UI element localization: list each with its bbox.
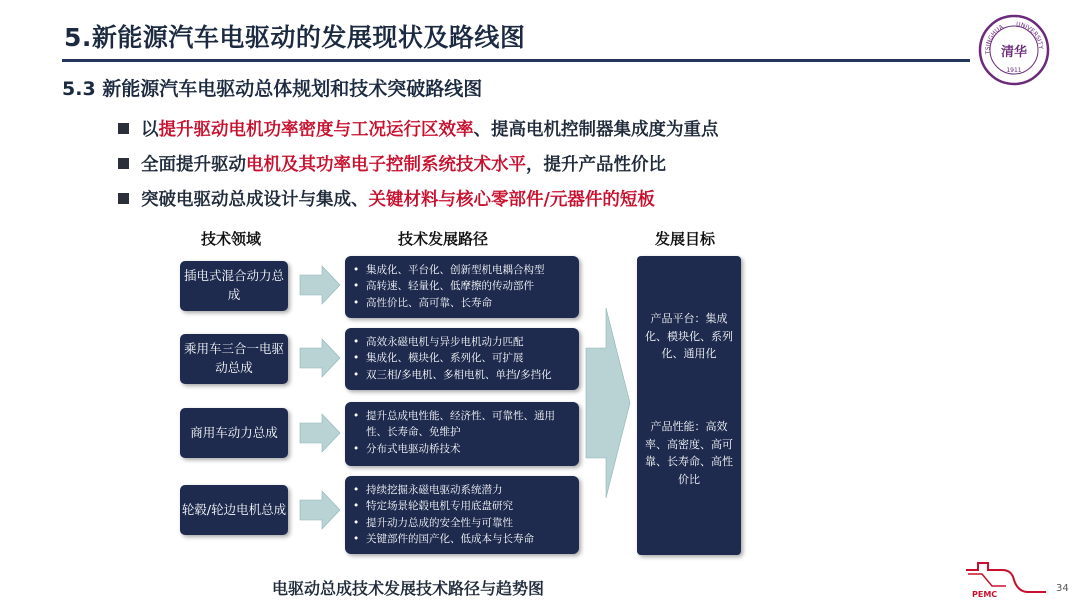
column-head-path: 技术发展路径 — [398, 230, 489, 248]
bullet-3-highlight: 关键材料与核心零部件/元器件的短板 — [368, 190, 655, 210]
arrow-right-icon — [300, 414, 340, 452]
path-box-passenger — [345, 328, 579, 390]
bullet-3 — [118, 186, 655, 211]
arrow-right-icon — [300, 339, 340, 377]
column-head-goal: 发展目标 — [655, 230, 716, 248]
path-item: • 双三相/多电机、多相电机、单挡/多挡化 — [353, 367, 571, 383]
path-item: • 高性价比、高可靠、长寿命 — [353, 295, 571, 311]
arrow-right-icon — [300, 266, 340, 304]
title-divider — [62, 59, 970, 62]
bullet-3-pre: 突破电驱动总成设计与集成、 — [141, 190, 369, 210]
domain-label: 乘用车三合一电驱动总成 — [183, 341, 284, 375]
path-item: • 提升总成电性能、经济性、可靠性、通用性、长寿命、免维护 — [353, 408, 571, 441]
arrow-right-icon — [300, 491, 340, 529]
path-item: • 持续挖掘永磁电驱动系统潜力 — [353, 482, 571, 498]
big-arrow-right-icon — [586, 308, 630, 498]
column-head-domain: 技术领域 — [201, 230, 262, 248]
figure-caption: 电驱动总成技术发展技术路径与趋势图 — [272, 579, 545, 598]
pemc-logo — [962, 560, 1052, 600]
bullet-2-highlight: 电机及其功率电子控制系统技术水平 — [246, 155, 526, 175]
goal-performance: 产品性能：高效率、高密度、高可靠、长寿命、高性价比 — [645, 420, 733, 486]
bullet-1-post: 、提高电机控制器集成度为重点 — [473, 120, 719, 140]
bullet-1-highlight: 提升驱动电机功率密度与工况运行区效率 — [158, 120, 474, 140]
bullet-1-pre: 以 — [141, 120, 159, 140]
domain-box-phev — [180, 261, 288, 311]
bullet-square-icon — [118, 158, 129, 169]
pemc-text: PEMC — [972, 590, 998, 599]
domain-box-hub-motor — [180, 485, 288, 535]
goal-platform: 产品平台：集成化、模块化、系列化、通用化 — [645, 312, 733, 361]
path-item: • 特定场景轮毂电机专用底盘研究 — [353, 498, 571, 514]
goal-box — [637, 256, 741, 555]
section-subtitle: 5.3 新能源汽车电驱动总体规划和技术突破路线图 — [62, 78, 483, 100]
path-box-phev — [345, 256, 579, 318]
bullet-2-pre: 全面提升驱动 — [141, 155, 246, 175]
path-item: • 集成化、平台化、创新型机电耦合构型 — [353, 262, 571, 278]
bullet-square-icon — [118, 193, 129, 204]
slide-title: 5.新能源汽车电驱动的发展现状及路线图 — [64, 23, 526, 52]
path-item: • 关键部件的国产化、低成本与长寿命 — [353, 531, 571, 547]
bullet-square-icon — [118, 123, 129, 134]
domain-box-commercial — [180, 408, 288, 458]
domain-box-passenger — [180, 334, 288, 384]
path-box-commercial — [345, 402, 579, 466]
bullet-2 — [118, 151, 666, 176]
path-item: • 高转速、轻量化、低摩擦的传动部件 — [353, 278, 571, 294]
domain-label: 插电式混合动力总成 — [183, 268, 284, 302]
path-item: • 集成化、模块化、系列化、可扩展 — [353, 350, 571, 366]
logo-text-right: UNIVERSITY — [1015, 20, 1045, 50]
path-box-hub-motor — [345, 476, 579, 554]
bullet-1 — [118, 116, 719, 141]
logo-center: 清华 — [1000, 45, 1028, 60]
tsinghua-logo — [978, 14, 1050, 86]
path-item: • 分布式电驱动桥技术 — [353, 441, 571, 457]
page-number: 34 — [1056, 583, 1069, 594]
path-item: • 高效永磁电机与异步电机动力匹配 — [353, 334, 571, 350]
logo-year: 1911 — [1006, 67, 1022, 74]
path-item: • 提升动力总成的安全性与可靠性 — [353, 515, 571, 531]
bullet-2-post: ，提升产品性价比 — [526, 155, 666, 175]
domain-label: 轮毂/轮边电机总成 — [181, 501, 287, 517]
domain-label: 商用车动力总成 — [190, 424, 278, 440]
logo-text-top: TSINGHUA — [984, 23, 1005, 55]
